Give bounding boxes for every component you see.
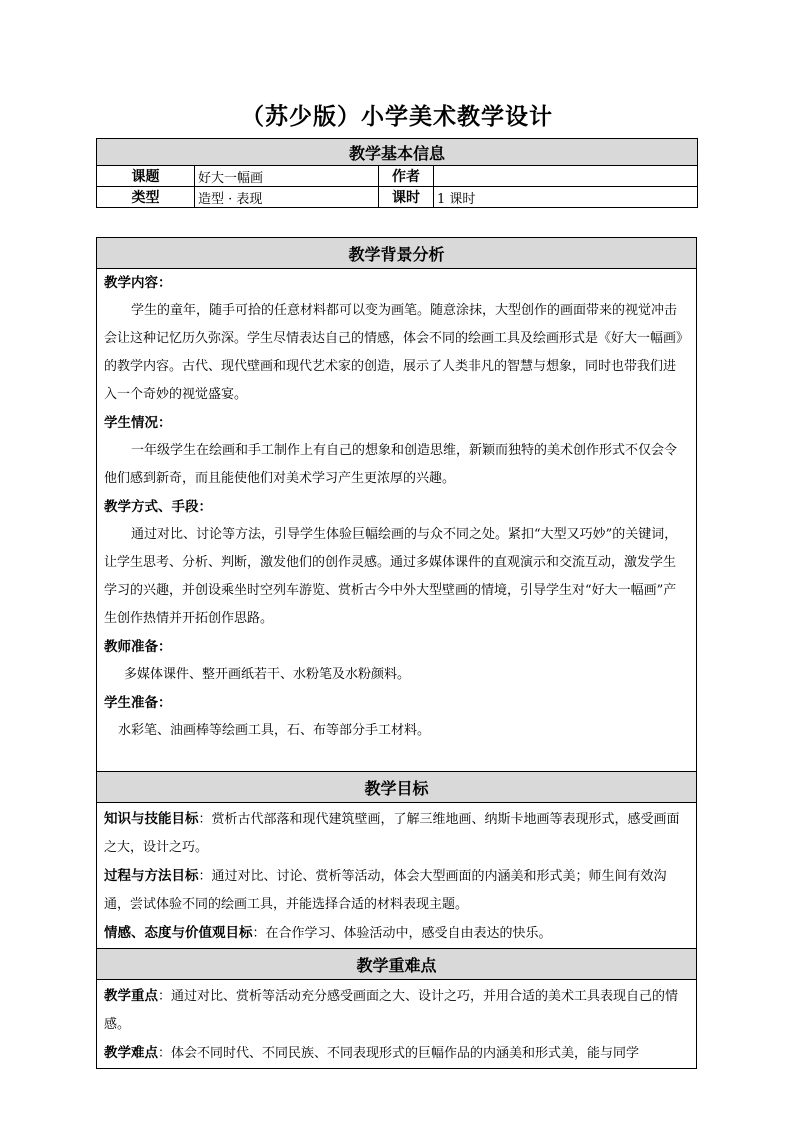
background-body [97,269,697,772]
knowledge-goal-title: 知识与技能目标 [104,811,199,827]
student-prep-heading: 学生准备： [104,695,172,711]
key-point-text: ：通过对比、赏析等活动充分感受画面之大、设计之巧，并用合适的美术工具表现自己的情感。 [104,989,679,1032]
background-header: 教学背景分析 [97,238,697,269]
type-label: 类型 [97,187,195,208]
key-point-title: 教学重点 [104,988,158,1004]
teacher-prep-heading: 教师准备： [104,639,172,655]
teacher-prep-text: 多媒体课件、整开画纸若干、水粉笔及水粉颜料。 [124,667,411,682]
type-value: 造型 · 表现 [195,187,379,208]
students-text: 一年级学生在绘画和手工制作上有自己的想象和创造思维，新颖而独特的美术创作形式不仅会令他们感到新奇，而且能使他们对美术学习产生更浓厚的兴趣。 [104,443,678,486]
author-label: 作者 [379,166,434,187]
topic-label: 课题 [97,166,195,187]
author-value [434,166,698,187]
difficult-point-text: ：体会不同时代、不同民族、不同表现形式的巨幅作品的内涵美和形式美，能与同学 [158,1046,640,1061]
hours-value: 1 课时 [434,187,698,208]
content-text: 学生的童年，随手可拾的任意材料都可以变为画笔。随意涂抹，大型创作的画面带来的视觉冲击会让这种记忆历久弥深。学生尽情表达自己的情感，体会不同的绘画工具及绘画形式是《好大一幅画》的教学内容。古代、现代壁画和现代艺术家的创造，展示了人类非凡的智慧与想象，同时也带我们进入一个奇妙的视觉盛宴。 [104,303,683,402]
student-prep-text: 水彩笔、油画棒等绘画工具，石、布等部分手工材料。 [118,723,431,738]
key-points-body [97,980,697,1069]
difficult-point [104,1039,688,1068]
methods-heading: 教学方式、手段： [104,499,212,515]
basic-info-table [96,138,698,208]
emotion-goal-title: 情感、态度与价值观目标 [104,925,253,941]
students-heading: 学生情况： [104,415,172,431]
knowledge-goal [104,805,688,862]
hours-label: 课时 [379,187,434,208]
goals-header: 教学目标 [97,772,697,803]
table-row [97,187,698,208]
process-goal [104,862,688,919]
emotion-goal [104,919,688,948]
key-points-header: 教学重难点 [97,949,697,980]
basic-info-header: 教学基本信息 [97,139,698,166]
content-heading: 教学内容： [104,275,172,291]
topic-value: 好大一幅画 [195,166,379,187]
goals-body [97,803,697,949]
process-goal-text: ：通过对比、讨论、赏析等活动，体会大型画面的内涵美和形式美；师生间有效沟通，尝试体验不同的绘画工具，并能选择合适的材料表现主题。 [104,869,667,912]
document-title: （苏少版）小学美术教学设计 [241,104,553,130]
key-point [104,982,688,1039]
table-row [97,166,698,187]
analysis-table [96,237,697,1069]
difficult-point-title: 教学难点 [104,1045,158,1061]
process-goal-title: 过程与方法目标 [104,868,199,884]
methods-text: 通过对比、讨论等方法，引导学生体验巨幅绘画的与众不同之处。紧扣“大型又巧妙”的关键词，让学生思考、分析、判断，激发他们的创作灵感。通过多媒体课件的直观演示和交流互动，激发学生学习的兴趣，并创设乘坐时空列车游览、赏析古今中外大型壁画的情境，引导学生对“好大一幅画”产生创作热情并开拓创作思路。 [104,527,678,626]
knowledge-goal-text: ：赏析古代部落和现代建筑壁画，了解三维地画、纳斯卡地画等表现形式，感受画面之大，设计之巧。 [104,812,680,855]
emotion-goal-text: ：在合作学习、体验活动中，感受自由表达的快乐。 [252,926,552,941]
